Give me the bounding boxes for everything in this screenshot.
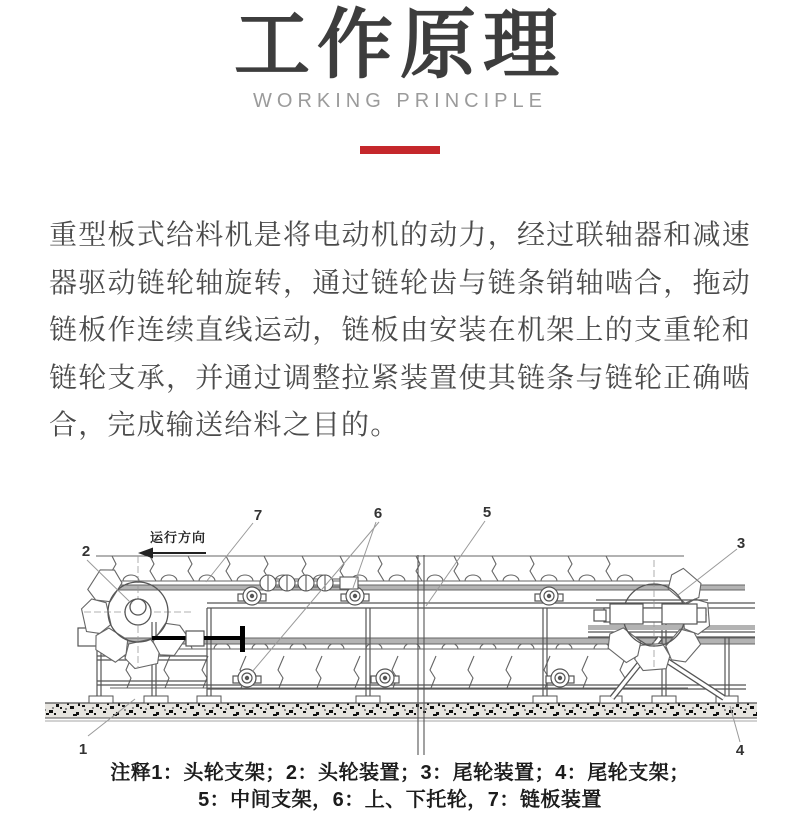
top-chain-rail — [95, 585, 745, 590]
caption-line-2: 5：中间支架，6：上、下托轮，7：链板装置 — [198, 789, 602, 811]
working-principle-paragraph: 重型板式给料机是将电动机的动力，经过联轴器和减速器驱动链轮轴旋转，通过链轮齿与链条销轴啮合，拖动链板作连续直线运动，链板由安装在机架上的支重轮和链轮支承，并通过调整拉紧装置使其链条与链轮正确啮合，完成输送给料之目的。 — [49, 220, 751, 441]
callout-7: 7 — [253, 507, 263, 524]
header — [0, 0, 800, 154]
feeder-diagram-svg — [40, 492, 760, 760]
accent-divider — [360, 146, 440, 154]
page-subtitle: WORKING PRINCIPLE — [253, 90, 547, 112]
foundation-pads — [89, 696, 738, 703]
callout-4: 4 — [735, 742, 745, 759]
callout-3: 3 — [736, 535, 746, 552]
callout-1: 1 — [78, 741, 88, 758]
feeder-structure-diagram — [40, 492, 760, 760]
ground-hatch — [45, 703, 757, 721]
tail-wheel-assembly — [594, 560, 711, 672]
callout-6: 6 — [373, 505, 383, 522]
support-rollers — [233, 587, 574, 687]
callout-2: 2 — [81, 543, 91, 560]
page-title: 工作原理 — [234, 3, 566, 88]
direction-label: 运行方向 — [149, 530, 207, 545]
callout-5: 5 — [482, 504, 492, 521]
diagram-caption — [0, 760, 800, 814]
chain-plate-top-run — [96, 556, 688, 581]
caption-line-1: 注释1：头轮支架；2：头轮装置；3：尾轮装置；4：尾轮支架； — [110, 762, 690, 784]
left-arrow-icon — [138, 548, 206, 559]
running-direction — [138, 530, 206, 559]
head-wheel-assembly — [81, 556, 194, 669]
